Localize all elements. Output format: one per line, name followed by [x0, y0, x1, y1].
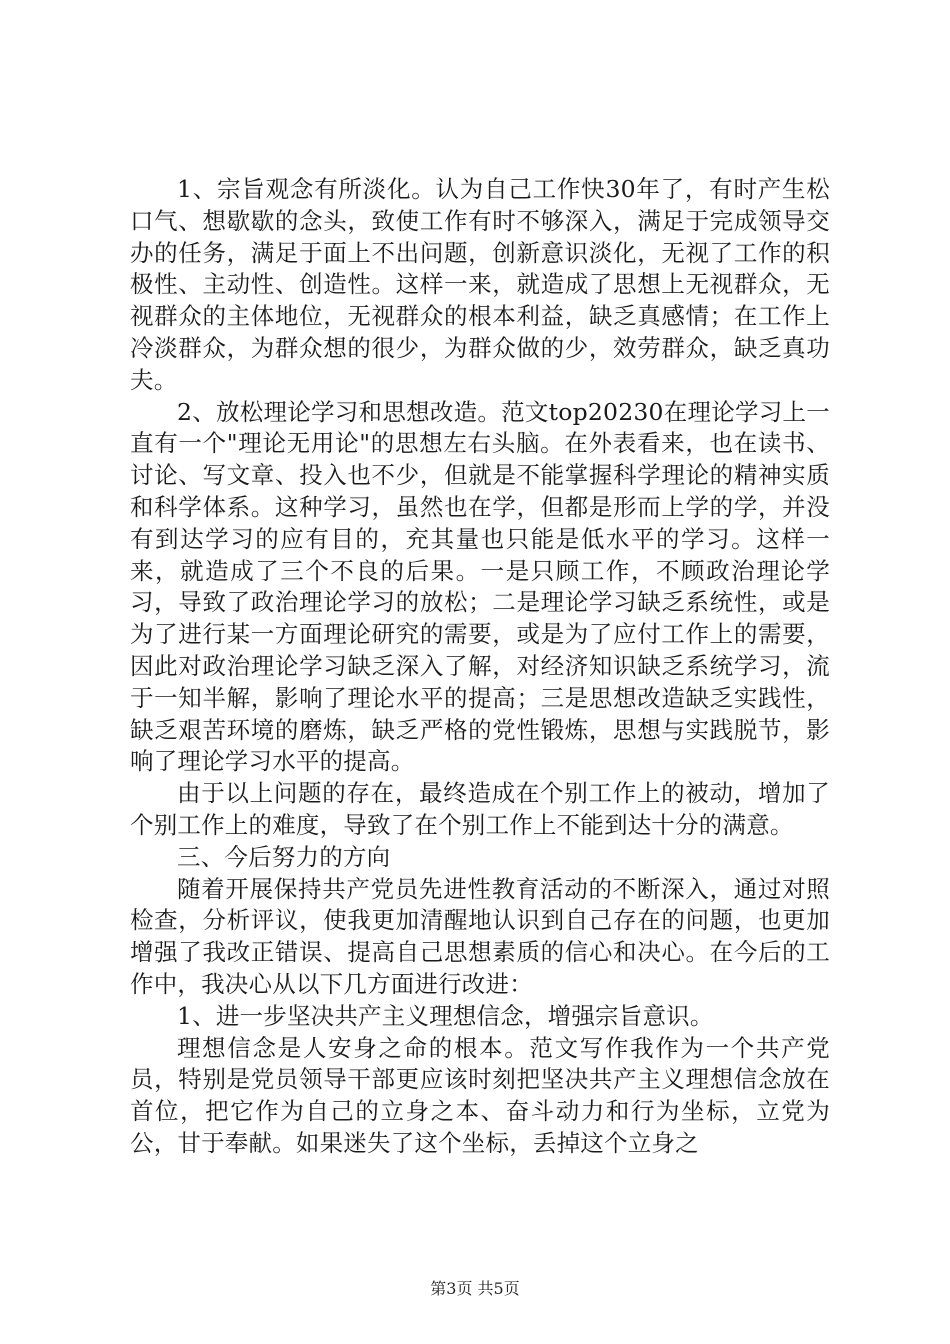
document-body: [130, 174, 830, 1160]
paragraph-ideal-belief: 理想信念是人安身之命的根本。范文写作我作为一个共产党员，特别是党员领导干部更应该时刻把坚决共产主义理想信念放在首位，把它作为自己的立身之本、奋斗动力和行为坐标，立党为公，甘于奉献。如果迷失了这个坐标，丢掉这个立身之: [130, 1033, 830, 1157]
section-heading-future-direction: 三、今后努力的方向: [177, 842, 391, 871]
paragraph-purpose-concept: 1、宗旨观念有所淡化。认为自己工作快30年了，有时产生松口气、想歇歇的念头，致使工作有时不够深入，满足于完成领导交办的任务，满足于面上不出问题，创新意识淡化，无视了工作的积极性、主动性、创造性。这样一来，就造成了思想上无视群众，无视群众的主体地位，无视群众的根本利益，缺乏真感情；在工作上冷淡群众，为群众想的很少，为群众做的少，效劳群众，缺乏真功夫。: [130, 175, 830, 394]
list-item-ideal-belief: 1、进一步坚决共产主义理想信念，增强宗旨意识。: [177, 1001, 714, 1030]
paragraph-consequences: 由于以上问题的存在，最终造成在个别工作上的被动，增加了个别工作上的难度，导致了在个别工作上不能到达十分的满意。: [130, 779, 830, 839]
paragraph-education-activity: 随着开展保持共产党员先进性教育活动的不断深入，通过对照检查，分析评议，使我更加清醒地认识到自己存在的问题，也更加增强了我改正错误、提高自己思想素质的信心和决心。在今后的工作中，我决心从以下几方面进行改进：: [130, 874, 830, 998]
paragraph-theory-study: 2、放松理论学习和思想改造。范文top20230在理论学习上一直有一个"理论无用论"的思想左右头脑。在外表看来，也在读书、讨论、写文章、投入也不少，但就是不能掌握科学理论的精神实质和科学体系。这种学习，虽然也在学，但都是形而上学的学，并没有到达学习的应有目的，充其量也只能是低水平的学习。这样一来，就造成了三个不良的后果。一是只顾工作，不顾政治理论学习，导致了政治理论学习的放松；二是理论学习缺乏系统性，或是为了进行某一方面理论研究的需要，或是为了应付工作上的需要，因此对政治理论学习缺乏深入了解，对经济知识缺乏系统学习，流于一知半解，影响了理论水平的提高；三是思想改造缺乏实践性，缺乏艰苦环境的磨炼，缺乏严格的党性锻炼，思想与实践脱节，影响了理论学习水平的提高。: [130, 397, 830, 776]
page-footer: 第3页 共5页: [430, 1279, 520, 1298]
